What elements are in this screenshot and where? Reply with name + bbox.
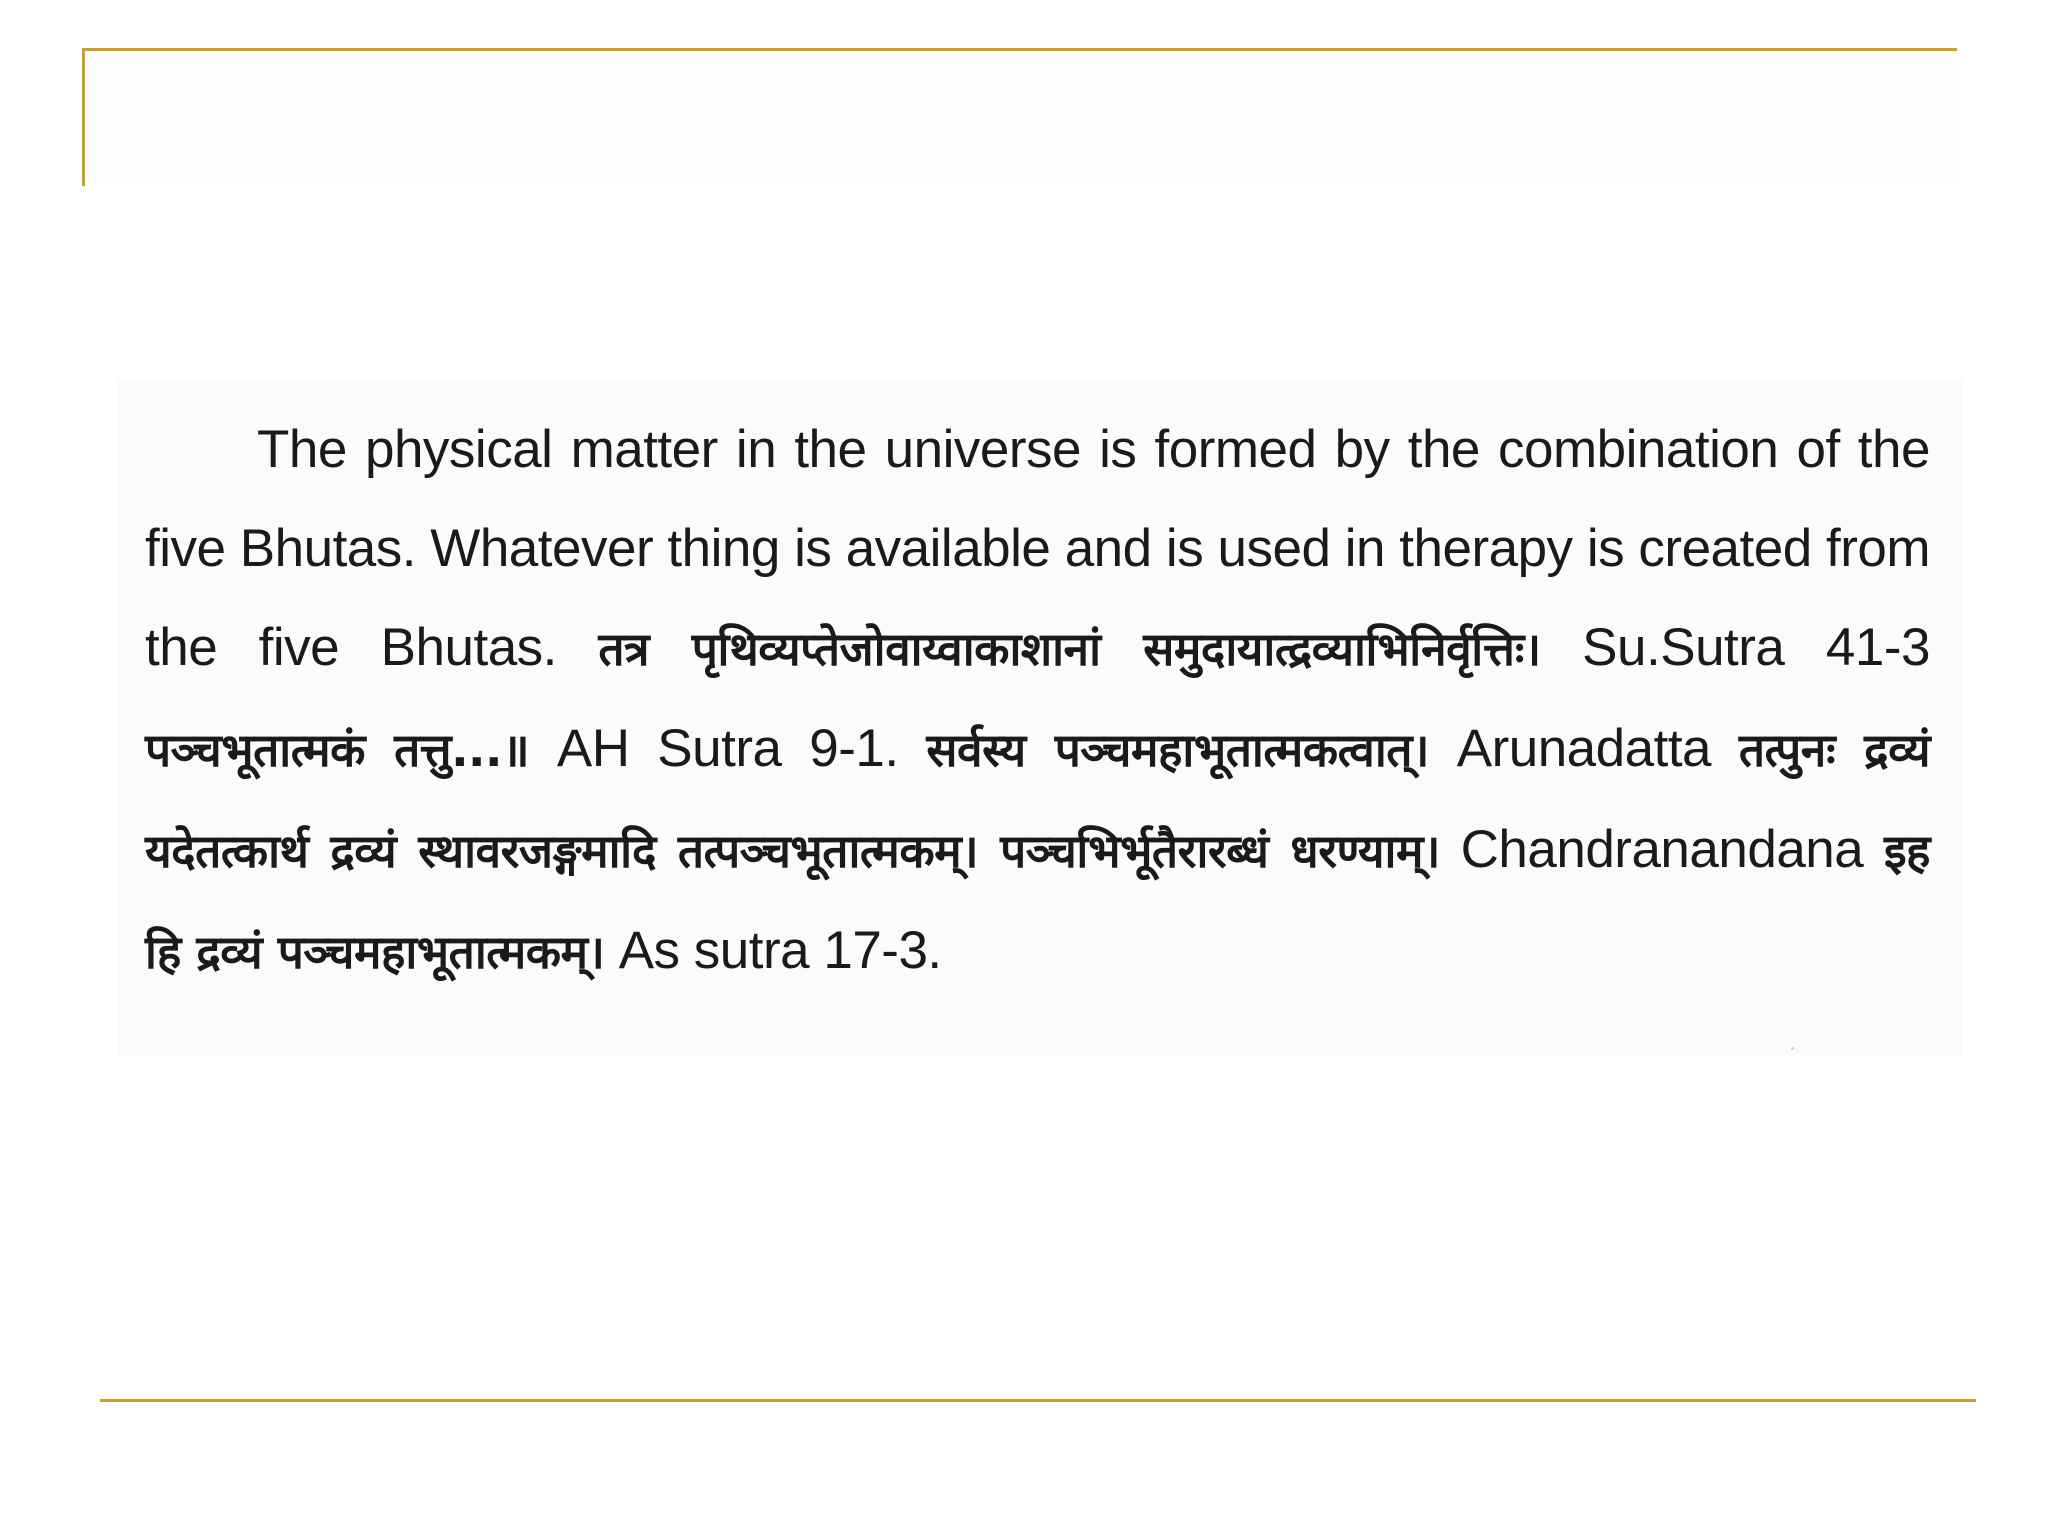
- sanskrit-quote-sushruta: तत्र पृथिव्यप्तेजोवाय्वाकाशानां समुदायात्द्रव्याभिनिर्वृत्तिः।: [598, 622, 1541, 676]
- sanskrit-quote-chandranandana: तत्पुनः द्रव्यं यदेतत्कार्थ द्रव्यं स्थावरजङ्गमादि तत्पञ्चभूतात्मकम्। पञ्चभिर्भूतैरारब्धं धरण्याम्।: [145, 723, 1930, 878]
- slide-title-area: [85, 51, 1957, 186]
- citation-arunadatta: Arunadatta: [1428, 719, 1739, 778]
- text-segment: The physical matter in the universe is formed by the combination of the five Bhutas. Whatever thing is available and is used in therapy is created from the five Bhutas.: [145, 420, 1930, 677]
- scanned-paragraph: [145, 400, 1930, 1002]
- scan-artifact-dot: [1791, 1047, 1794, 1050]
- citation-su-sutra: Su.Sutra 41-3: [1540, 618, 1930, 677]
- citation-chandranandana: Chandranandana: [1439, 820, 1884, 879]
- bottom-border-line: [100, 1399, 1976, 1402]
- left-border-line: [82, 48, 85, 186]
- sanskrit-quote-as: इह हि द्रव्यं पञ्चमहाभूतात्मकम्।: [145, 824, 1930, 979]
- sanskrit-quote-arunadatta: सर्वस्य पञ्चमहाभूतात्मकत्वात्।: [926, 723, 1429, 777]
- top-border-line: [82, 48, 1957, 51]
- citation-as-sutra: As sutra 17-3.: [604, 921, 942, 980]
- citation-ah-sutra: AH Sutra 9-1.: [529, 719, 927, 778]
- sanskrit-quote-ah: पञ्चभूतात्मकं तत्तु...॥: [145, 723, 530, 777]
